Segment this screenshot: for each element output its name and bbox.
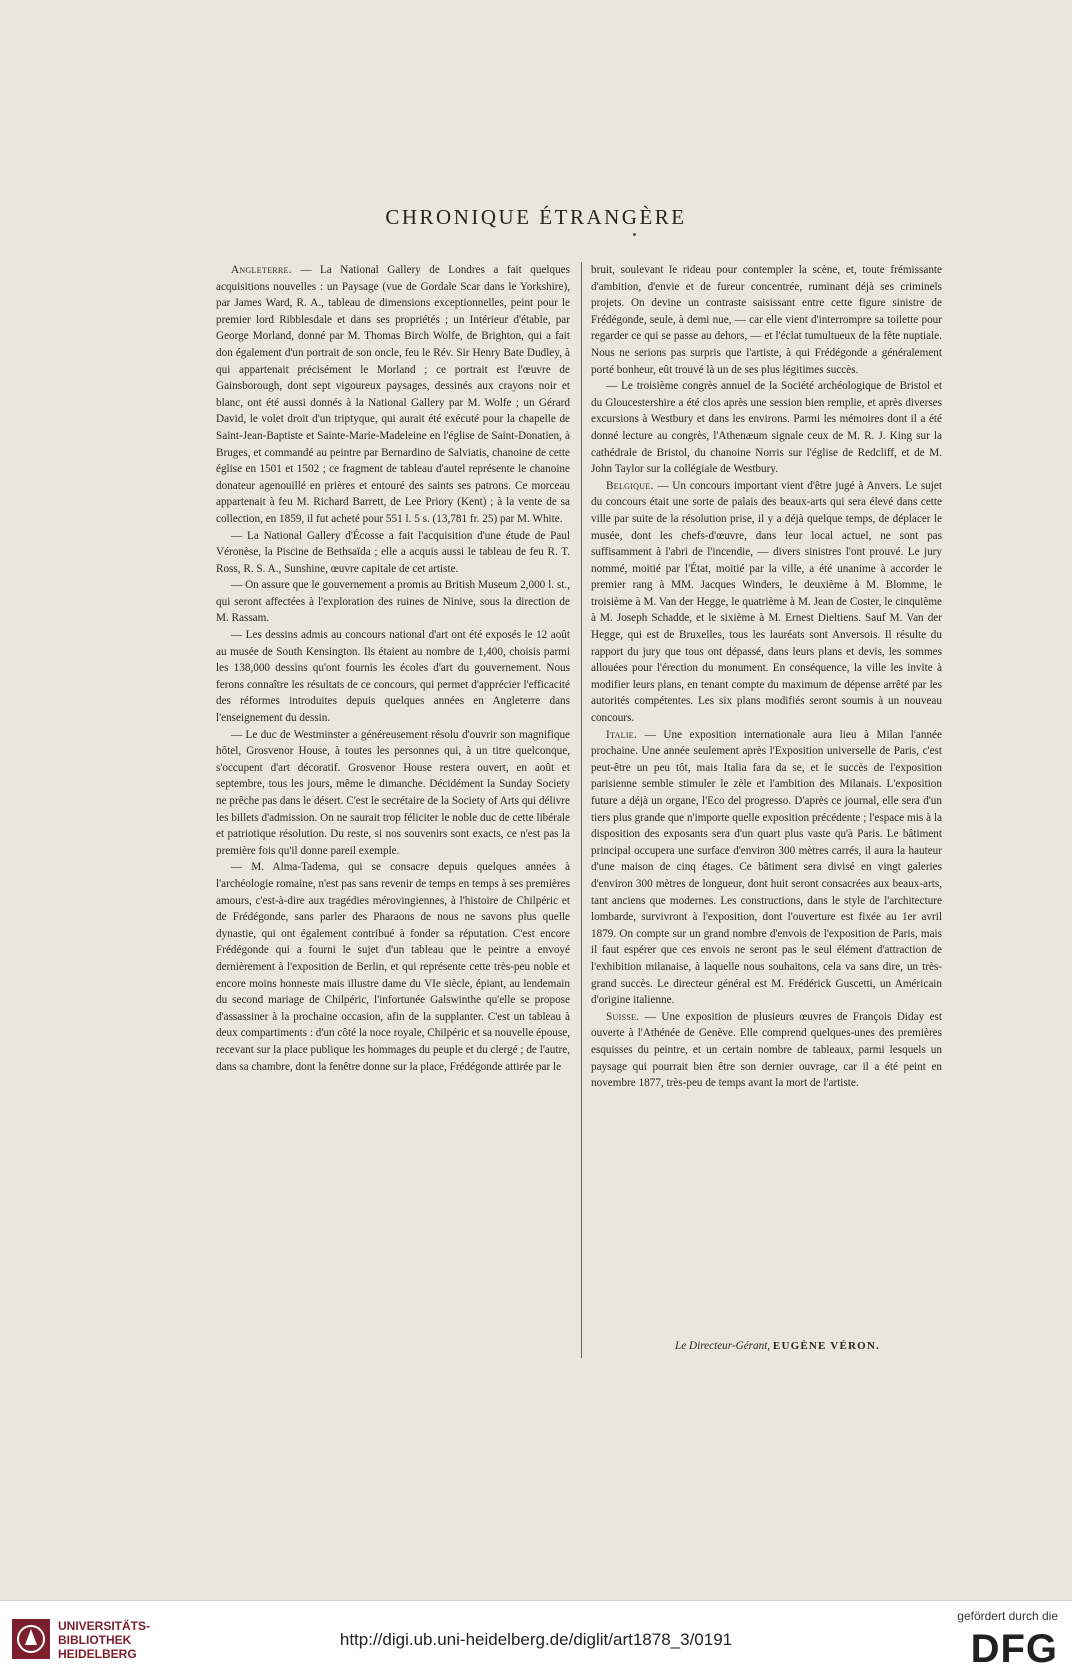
section-lead: Angleterre. (231, 264, 292, 276)
paragraph (591, 478, 942, 727)
paragraph (216, 262, 570, 528)
paragraph-text: — Une exposition de plusieurs œuvres de François Diday est ouverte à l'Athénée de Genève. Elle comprend quelques-unes des premières esquisses du peintre, et un certain nombre de tableaux, parmi lesquels un paysage qui pourrait bien être son dernier ouvrage, car il a été peint en novembre 1877, très-peu de temps avant la mort de l'artiste. (591, 1010, 942, 1090)
paragraph-text: — La National Gallery de Londres a fait quelques acquisitions nouvelles : un Paysage (vue de Gordale Scar dans le Yorkshire), par James Ward, R. A., tableau de dimensions exceptionnelles, peint pour le premier lord Ribblesdale et dans ses propriétés ; un Intérieur d'étable, par George Morland, donné par M. Thomas Birch Wolfe, de Brighton, qui a fait don également d'un portrait de son oncle, feu le Rév. Sir Henry Bate Dudley, à qui appartenait précisément le Morland ; ce portrait est l'œuvre de Gainsborough, dont sept vigoureux paysages, dessinés aux crayons noir et blanc, ont été aussi donnés à la National Gallery par M. Wolfe ; un Gérard David, le volet droit d'un triptyque, qui aurait été exécuté pour la chapelle de Saint-Jean-Baptiste et Sainte-Marie-Madeleine en l'église de Saint-Donatien, à Bruges, et commandé au peintre par Bernardino de Salviatis, chanoine de cette église en 1501 et 1502 ; ce fragment de tableau d'autel représente le chanoine donateur agenouillé en prières et entouré des saints ses patrons. Ce morceau appartenait à feu M. Richard Barrett, de Lee Priory (Kent) ; à la vente de sa collection, en 1859, il fut acheté pour 551 l. 5 s. (13,781 fr. 25) par M. White. (216, 264, 570, 525)
section-lead: Italie. (606, 728, 638, 741)
section-lead: Suisse. (606, 1010, 640, 1023)
paragraph-text: — Un concours important vient d'être jugé à Anvers. Le sujet du concours était une sorte de palais des beaux-arts qui sera élevé dans cette ville par suite de la résolution prise, il y a déjà quelque temps, de déplacer le musée, dont les chefs-d'œuvre, dans leur local actuel, ne sont pas suffisamment à l'abri de l'incendie, — divers sinistres l'ont prouvé. Le jury nommé, moitié par l'État, moitié par la ville, a été unanime à accorder le premier rang à MM. Jacques Winders, le deuxième à M. Blomme, le troisième à M. Van der Hegge, le quatrième à M. Jean de Coster, le cinquième à M. Joseph Schadde, et le sixième à M. Ernest Dieltiens. Sauf M. Van der Hegge, qui est de Bruxelles, tous les lauréats sont Anversois. Il résulte du rapport du jury que tous ont dépassé, dans leurs plans et devis, les sommes allouées pour l'érection du monument. En conséquence, la ville les invite à modifier leurs plans, en tenant compte du maximum de dépense arrêté par les autorités compétentes. Les six plans modifiés seront soumis à un nouveau concours. (591, 479, 942, 725)
paragraph-text: — On assure que le gouvernement a promis au British Museum 2,000 l. st., qui seront affectées à l'exploration des ruines de Ninive, sous la direction de M. Rassam. (216, 579, 570, 625)
left-column (216, 262, 570, 1075)
paragraph-text: — M. Alma-Tadema, qui se consacre depuis quelques années à l'archéologie romaine, n'est pas sans revenir de temps en temps à ses premières amours, c'est-à-dire aux tragédies mérovingiennes, à l'histoire de Chilpéric et de Frédégonde, sans parler des Pharaons de nous ne savons plus quelle dynastie, qui ont également contribué à fonder sa réputation. C'est encore Frédégonde qui a fourni le sujet d'un tableau que le peintre a envoyé dernièrement à l'exposition de Berlin, et qui représente cette très-peu noble et encore moins honneste mais illustre dame du VIe siècle, épiant, au lendemain du second mariage de Chilpéric, l'infortunée Galswinthe qu'elle se propose d'assassiner à la prochaine occasion, afin de la supplanter. C'est un tableau à deux compartiments : d'un côté la noce royale, Chilpéric et sa nouvelle épouse, recevant sur la place publique les hommages du peuple et du clergé ; de l'autre, dans sa chambre, dont la fenêtre donne sur la place, Frédégonde attirée par le (216, 861, 570, 1073)
viewer-footer (0, 1600, 1072, 1680)
library-name[interactable]: UNIVERSITÄTS- BIBLIOTHEK HEIDELBERG (58, 1619, 151, 1661)
paragraph-text: — Une exposition internationale aura lieu à Milan l'année prochaine. Une année seulement après l'Exposition universelle de Paris, c'est peut-être un peu tôt, mais Italia fara da se, et le succès de l'exposition parisienne semble stimuler le zèle et l'ambition des Milanais. L'exposition future a déjà un organe, l'Eco del progresso. D'après ce journal, elle sera d'un tiers plus grande que n'importe quelle exposition précédente ; l'espace mis à la disposition des exposants sera d'un quart plus vaste qu'à Paris. Le bâtiment principal occupera une surface d'environ 300 mètres carrés, il aura la hauteur d'une maison de cinq étages. Ce bâtiment sera divisé en vingt galeries d'environ 300 mètres de longueur, dont huit seront consacrées aux beaux-arts, tant anciens que modernes. Les constructions, dans le style de l'architecture lombarde, survivront à l'exposition, dont l'ouverture est fixée au 1er avril 1879. On compte sur un grand nombre d'envois de l'exposition de Paris, mais il faut espérer que ces envois ne seront pas le seul élément d'attraction de l'exhibition milanaise, à laquelle nous souhaitons, cela va sans dire, un très-grand succès. Le directeur général est M. Frédérick Guscetti, un Américain d'origine italienne. (591, 728, 942, 1007)
section-lead: Belgique. (606, 479, 654, 492)
paragraph (591, 727, 942, 1009)
paragraph (216, 577, 570, 627)
paragraph (591, 378, 942, 478)
paragraph (591, 1009, 942, 1092)
paragraph (216, 727, 570, 860)
paragraph (216, 859, 570, 1075)
signature (600, 1340, 880, 1352)
paragraph (591, 262, 942, 378)
page-title: CHRONIQUE ÉTRANGÈRE (385, 205, 687, 229)
permalink-url[interactable]: http://digi.ub.uni-heidelberg.de/diglit/art1878_3/0191 (339, 1630, 733, 1649)
column-divider (581, 262, 582, 1358)
paragraph-text: — Le duc de Westminster a généreusement résolu d'ouvrir son magnifique hôtel, Grosvenor House, à toutes les personnes qui, à un titre quelconque, s'occupent d'art décoratif. Grosvenor House restera ouvert, en août et septembre, tous les jours, même le dimanche. Décidément la Sunday Society ne prêche pas dans le désert. C'est le secrétaire de la Society of Arts qui délivre les billets d'admission. On ne saurait trop féliciter le noble duc de cette libérale et patriotique résolution. Du reste, si nos souvenirs sont exacts, ce n'est pas la première fois qu'il donne pareil exemple. (216, 728, 570, 857)
paragraph (216, 528, 570, 578)
paragraph-text: — La National Gallery d'Écosse a fait l'acquisition d'une étude de Paul Véronèse, la Piscine de Bethsaïda ; elle a acquis aussi le tableau de feu R. T. Ross, R. S. A., Sunshine, œuvre capitale de cet artiste. (216, 529, 570, 575)
funder-label: gefördert durch die (957, 1609, 1058, 1623)
right-column (591, 262, 942, 1092)
paragraph-text: — Le troisième congrès annuel de la Société archéologique de Bristol et du Gloucestershire a été clos après une session bien remplie, et après diverses excursions à Westbury et dans les environs. Parmi les mémoires dont il a été donné lecture au congrès, l'Athenæum signale ceux de M. R. J. King sur la cathédrale de Bristol, du chanoine Norris sur l'église de Redcliff, et de M. John Taylor sur la collégiale de Westbury. (591, 380, 942, 476)
signature-role: Le Directeur-Gérant, (675, 1340, 771, 1352)
title-ornament (633, 233, 636, 236)
paragraph-text: bruit, soulevant le rideau pour contempler la scène, et, toute frémissante d'ambition, d'envie et de fureur concentrée, ruminant déjà ses criminels projets. On devine un contraste saisissant entre cette figure sinistre de Frédégonde, seule, à demi nue, — car elle vient d'interrompre sa toilette pour regarder ce qui se passe au dehors, — et l'éclat tumultueux de la fête nuptiale. Nous ne serions pas surpris que l'artiste, à qui Frédégonde a généralement porté bonheur, eût trouvé là un de ses plus légitimes succès. (591, 264, 942, 376)
signature-name: EUGÈNE VÉRON. (772, 1340, 880, 1352)
paragraph (216, 627, 570, 727)
paragraph-text: — Les dessins admis au concours national d'art ont été exposés le 12 août au musée de South Kensington. Ils étaient au nombre de 1,400, choisis parmi les 138,000 dessins qu'ont fournis les écoles d'art du gouvernement. Nous ferons connaître les résultats de ce concours, qui permet d'apprécier l'efficacité des réformes introduites depuis quelques années en Angleterre dans l'enseignement du dessin. (216, 629, 570, 725)
dfg-logo[interactable]: DFG (970, 1627, 1058, 1671)
